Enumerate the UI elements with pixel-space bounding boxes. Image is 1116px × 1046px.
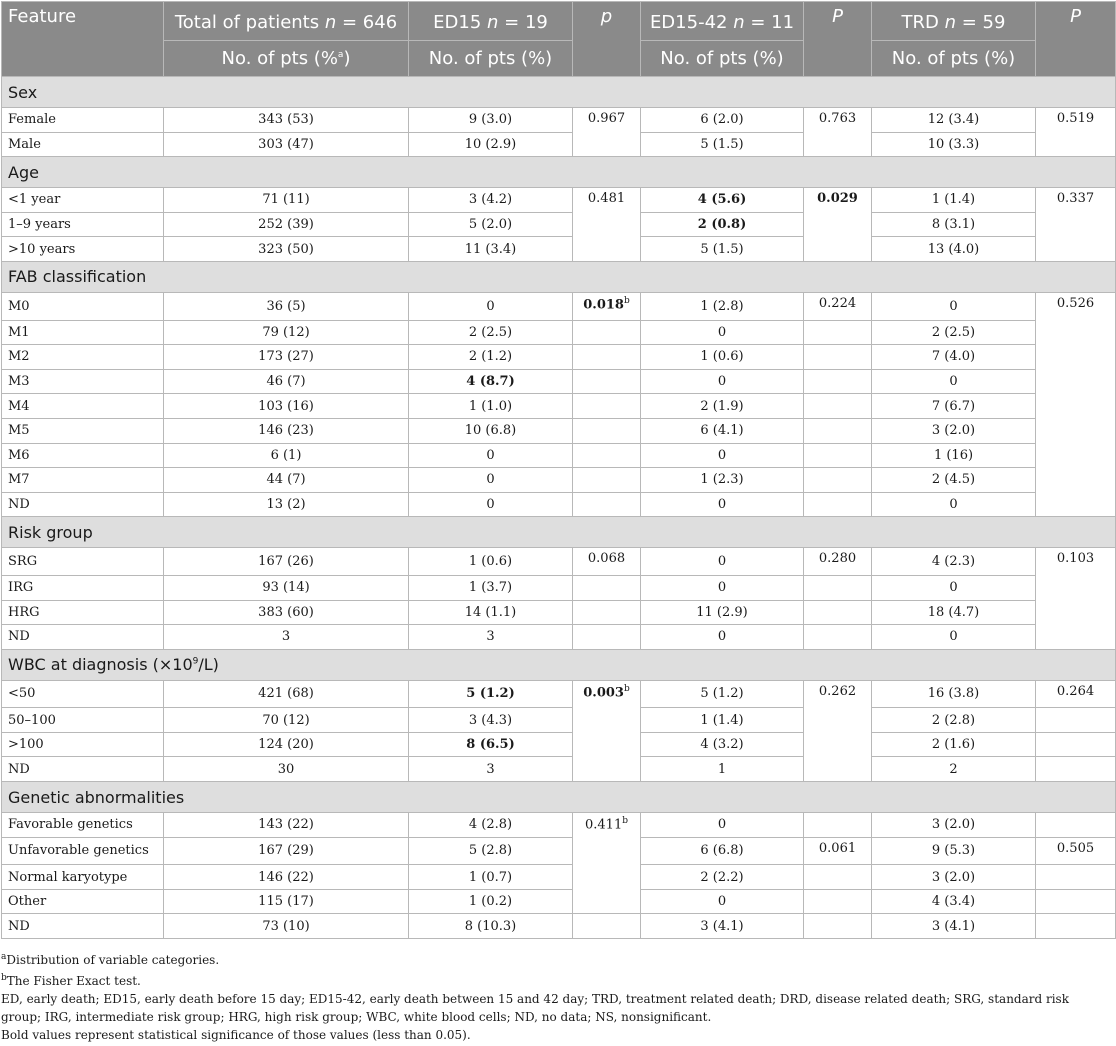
table-row: M5 146 (23) 10 (6.8) 6 (4.1) 3 (2.0) (2, 418, 1116, 443)
p-value-age-ed15: 0.481 (573, 188, 641, 262)
section-age: Age (2, 157, 1116, 188)
subheader-total: No. of pts (%$^a$) (164, 41, 409, 77)
subheader-ed15-42: No. of pts (%) (641, 41, 804, 77)
table-row: HRG 383 (60) 14 (1.1) 11 (2.9) 18 (4.7) (2, 600, 1116, 625)
table-row: ND 30 3 1 2 (2, 757, 1116, 782)
p-value-gen-trd: 0.505 (1036, 837, 1116, 865)
footnote-abbreviations: ED, early death; ED15, early death before 15 day; ED15-42, early death between 15 and 42 day; TRD, treatment related death; DRD, disease related death; SRG, standard risk group; IRG, intermediate risk group; HRG, high risk group; WBC, white blood cells; ND, no data; NS, nonsignificant. (1, 992, 1069, 1024)
p-value-sex-ed15: 0.967 (573, 108, 641, 157)
p-value-wbc-ed15: 0.003$^b$ (573, 680, 641, 781)
patient-characteristics-table (1, 1, 1116, 939)
subheader-trd: No. of pts (%) (872, 41, 1036, 77)
table-row: <1 year 71 (11) 3 (4.2) 0.481 4 (5.6) 0.029 1 (1.4) 0.337 (2, 188, 1116, 213)
footnote-a: $^a$Distribution of variable categories. (1, 952, 220, 967)
p-value-risk-ed15: 0.068 (573, 548, 641, 576)
header-ed15: ED15 n = 19 (409, 2, 573, 41)
table-row: Favorable genetics 143 (22) 4 (2.8) 0.411$^b$ 0 3 (2.0) (2, 813, 1116, 838)
header-p-ed15-42: P (804, 2, 872, 77)
p-value-sex-trd: 0.519 (1036, 108, 1116, 157)
footnote-bold: Bold values represent statistical significance of those values (less than 0.05). (1, 1028, 471, 1042)
p-value-age-trd: 0.337 (1036, 188, 1116, 262)
p-value-wbc-ed15-42: 0.262 (804, 680, 872, 781)
table-row: Unfavorable genetics 167 (29) 5 (2.8) 6 (6.8) 0.061 9 (5.3) 0.505 (2, 837, 1116, 865)
subheader-ed15: No. of pts (%) (409, 41, 573, 77)
table-row: <50 421 (68) 5 (1.2) 0.003$^b$ 5 (1.2) 0.262 16 (3.8) 0.264 (2, 680, 1116, 708)
header-p-ed15: p (573, 2, 641, 77)
header-ed15-42: ED15-42 n = 11 (641, 2, 804, 41)
section-risk-group: Risk group (2, 517, 1116, 548)
table-row: 1–9 years 252 (39) 5 (2.0) 2 (0.8) 8 (3.1) (2, 212, 1116, 237)
table-row: ND 13 (2) 0 0 0 (2, 492, 1116, 517)
table-row: Normal karyotype 146 (22) 1 (0.7) 2 (2.2) 3 (2.0) (2, 865, 1116, 890)
table-row: Female 343 (53) 9 (3.0) 0.967 6 (2.0) 0.763 12 (3.4) 0.519 (2, 108, 1116, 133)
p-value-fab-ed15-42: 0.224 (804, 292, 872, 320)
table-row: IRG 93 (14) 1 (3.7) 0 0 (2, 575, 1116, 600)
section-genetic: Genetic abnormalities (2, 782, 1116, 813)
table-row: M6 6 (1) 0 0 1 (16) (2, 443, 1116, 468)
p-value-sex-ed15-42: 0.763 (804, 108, 872, 157)
table-footnotes (1, 948, 1111, 1044)
table-row: M4 103 (16) 1 (1.0) 2 (1.9) 7 (6.7) (2, 394, 1116, 419)
header-feature: Feature (2, 2, 164, 77)
table-row: SRG 167 (26) 1 (0.6) 0.068 0 0.280 4 (2.3) 0.103 (2, 548, 1116, 576)
header-p-trd: P (1036, 2, 1116, 77)
table-row: >10 years 323 (50) 11 (3.4) 5 (1.5) 13 (4.0) (2, 237, 1116, 262)
p-value-fab-trd: 0.526 (1036, 292, 1116, 516)
section-wbc: WBC at diagnosis $(\times 10^9/L)$ (2, 649, 1116, 680)
table-row: Male 303 (47) 10 (2.9) 5 (1.5) 10 (3.3) (2, 132, 1116, 157)
footnote-b: $^b$The Fisher Exact test. (1, 973, 141, 988)
p-value-fab-ed15: 0.018$^b$ (573, 292, 641, 320)
section-fab: FAB classification (2, 261, 1116, 292)
p-value-gen-ed15-42: 0.061 (804, 837, 872, 865)
table-row: M7 44 (7) 0 1 (2.3) 2 (4.5) (2, 468, 1116, 493)
header-trd: TRD n = 59 (872, 2, 1036, 41)
table-row: ND 73 (10) 8 (10.3) 3 (4.1) 3 (4.1) (2, 914, 1116, 939)
table-row: M2 173 (27) 2 (1.2) 1 (0.6) 7 (4.0) (2, 345, 1116, 370)
p-value-risk-trd: 0.103 (1036, 548, 1116, 649)
table-row: ND 3 3 0 0 (2, 625, 1116, 650)
table-row: Other 115 (17) 1 (0.2) 0 4 (3.4) (2, 889, 1116, 914)
table-row: >100 124 (20) 8 (6.5) 4 (3.2) 2 (1.6) (2, 732, 1116, 757)
p-value-gen-ed15: 0.411$^b$ (573, 813, 641, 914)
table-row: 50–100 70 (12) 3 (4.3) 1 (1.4) 2 (2.8) (2, 708, 1116, 733)
header-total: Total of patients n = 646 (164, 2, 409, 41)
p-value-age-ed15-42: 0.029 (804, 188, 872, 262)
p-value-wbc-trd: 0.264 (1036, 680, 1116, 708)
p-value-risk-ed15-42: 0.280 (804, 548, 872, 576)
table-row: M3 46 (7) 4 (8.7) 0 0 (2, 369, 1116, 394)
section-sex: Sex (2, 77, 1116, 108)
table-row: M0 36 (5) 0 0.018$^b$ 1 (2.8) 0.224 0 0.526 (2, 292, 1116, 320)
table-row: M1 79 (12) 2 (2.5) 0 2 (2.5) (2, 320, 1116, 345)
